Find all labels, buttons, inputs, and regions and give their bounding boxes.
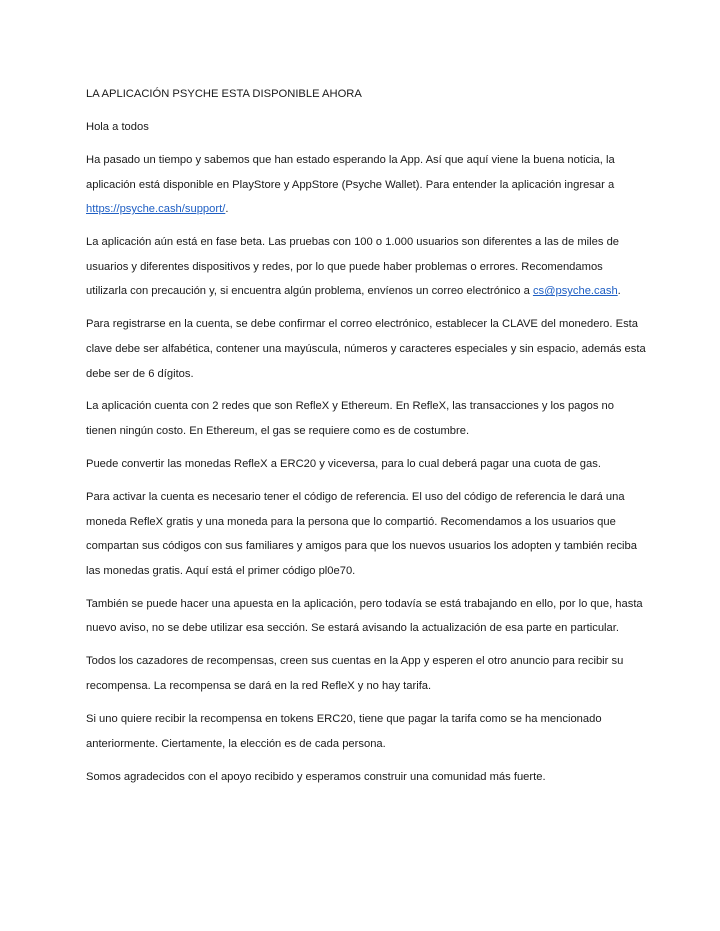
paragraph-bounty: Todos los cazadores de recompensas, creen sus cuentas en la App y esperen el otro anuncio para recibir su recompensa. La recompensa se dará en la red RefleX y no hay tarifa.: [86, 655, 624, 692]
paragraph-conversion: Puede convertir las monedas RefleX a ERC20 y viceversa, para lo cual deberá pagar una cuota de gas.: [86, 458, 601, 471]
paragraph-registration: Para registrarse en la cuenta, se debe confirmar el correo electrónico, establecer la CLAVE del monedero. Esta clave debe ser alfabética, contener una mayúscula, números y caracteres especiales y sin espacio, además esta debe ser de 6 dígitos.: [86, 318, 646, 380]
paragraph-betting: También se puede hacer una apuesta en la aplicación, pero todavía se está trabajando en ello, por lo que, hasta nuevo aviso, no se debe utilizar esa sección. Se estará avisando la actualización de esa parte en particular.: [86, 597, 643, 635]
paragraph-erc20-reward: Si uno quiere recibir la recompensa en tokens ERC20, tiene que pagar la tarifa como se ha mencionado anteriormente. Ciertamente, la elección es de cada persona.: [86, 712, 602, 750]
paragraph-text: La aplicación aún está en fase beta. Las pruebas con 100 o 1.000 usuarios son diferentes a las de miles de usuarios y diferentes dispositivos y redes, por lo que puede haber problemas o errores. Recomendamos utilizarla con precaución y, si encuentra algún problema, envíenos un correo electrónico a: [86, 236, 620, 298]
paragraph-text: Ha pasado un tiempo y sabemos que han estado esperando la App. Así que aquí viene la buena noticia, la aplicación está disponible en PlayStore y AppStore (Psyche Wallet). Para entender la aplicación ingresar a: [86, 153, 615, 191]
paragraph-app-available: [86, 148, 646, 222]
paragraph-networks: La aplicación cuenta con 2 redes que son RefleX y Ethereum. En RefleX, las transacciones y los pagos no tienen ningún costo. En Ethereum, el gas se requiere como es de costumbre.: [86, 400, 614, 438]
paragraph-end: .: [617, 285, 621, 298]
paragraph-referral: Para activar la cuenta es necesario tener el código de referencia. El uso del código de referencia le dará una moneda RefleX gratis y una moneda para la persona que lo compartió. Recomendamos a los usuarios que compartan sus códigos con sus familiares y amigos para que los nuevos usuarios los adopten y también reciba las monedas gratis. Aquí está el primer código pl0e70.: [86, 491, 637, 577]
document-title: LA APLICACIÓN PSYCHE ESTA DISPONIBLE AHORA: [86, 88, 362, 100]
email-link[interactable]: cs@psyche.cash: [532, 285, 618, 298]
document-body: [86, 82, 646, 798]
greeting: Hola a todos: [86, 120, 149, 133]
paragraph-end: .: [225, 203, 229, 216]
support-link[interactable]: https://psyche.cash/support/: [86, 203, 226, 216]
paragraph-closing: Somos agradecidos con el apoyo recibido y esperamos construir una comunidad más fuerte.: [86, 770, 546, 783]
paragraph-beta: [86, 230, 646, 304]
